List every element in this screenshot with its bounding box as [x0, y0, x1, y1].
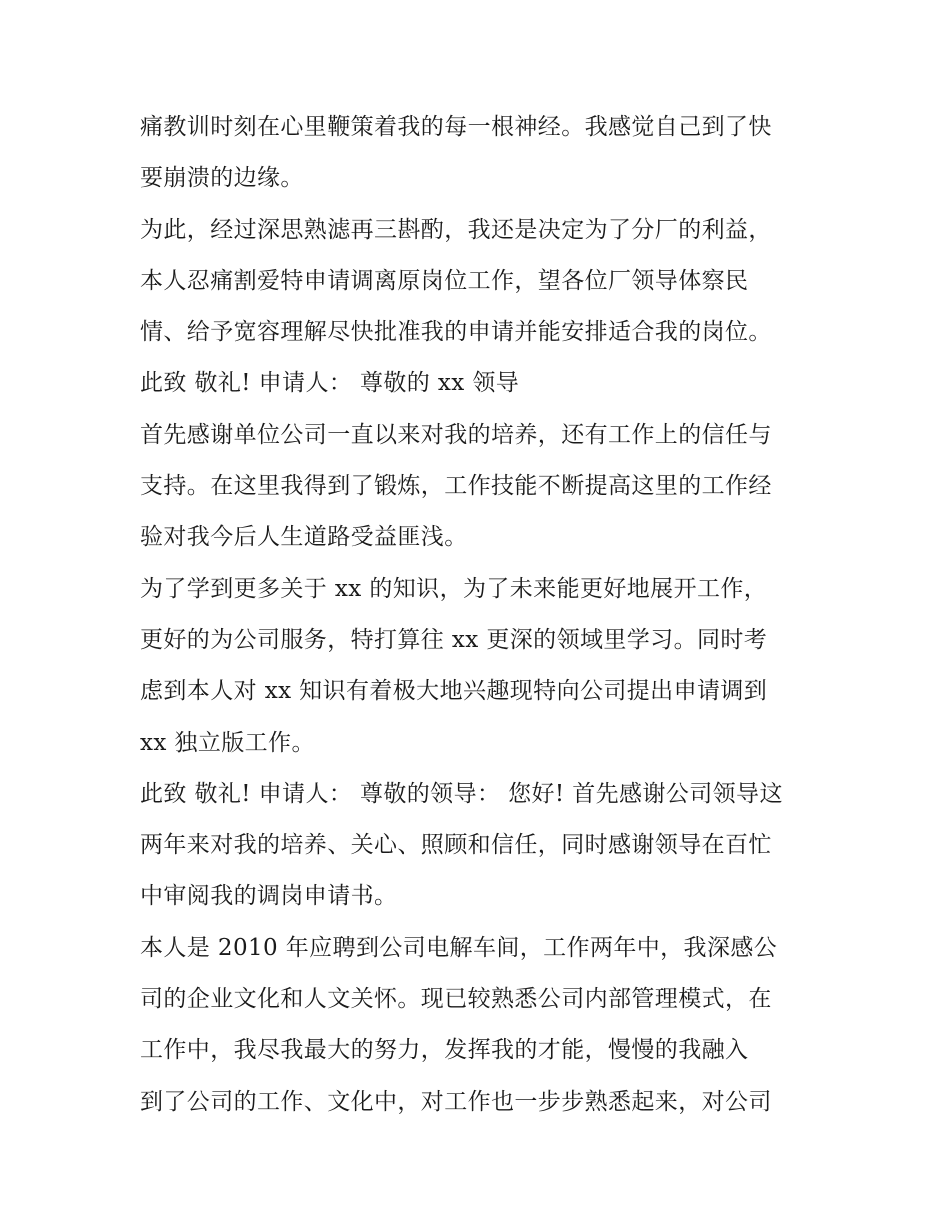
text-line: 工作中，我尽我最大的努力，发挥我的才能，慢慢的我融入	[140, 1037, 749, 1064]
text-line: 此致 敬礼! 申请人： 尊敬的 xx 领导	[140, 370, 520, 397]
text-line: 验对我今后人生道路受益匪浅。	[140, 524, 468, 551]
text-line: 本人是 2010 年应聘到公司电解车间，工作两年中，我深感公	[140, 934, 778, 961]
text-line: 为此，经过深思熟滤再三斟酌，我还是决定为了分厂的利益，	[140, 216, 772, 243]
text-line: 情、给予宽容理解尽快批准我的申请并能安排适合我的岗位。	[140, 319, 772, 346]
text-line: 到了公司的工作、文化中，对工作也一步步熟悉起来，对公司	[140, 1088, 772, 1115]
document-body	[140, 102, 820, 1128]
text-line: 更好的为公司服务，特打算往 xx 更深的领域里学习。同时考	[140, 626, 768, 653]
text-line: 首先感谢单位公司一直以来对我的培养，还有工作上的信任与	[140, 421, 772, 448]
text-line: 司的企业文化和人文关怀。现已较熟悉公司内部管理模式，在	[140, 986, 772, 1013]
text-line: 要崩溃的边缘。	[140, 165, 304, 192]
text-line: 为了学到更多关于 xx 的知识，为了未来能更好地展开工作，	[140, 575, 768, 602]
text-line: 支持。在这里我得到了锻炼，工作技能不断提高这里的工作经	[140, 473, 772, 500]
text-line: 虑到本人对 xx 知识有着极大地兴趣现特向公司提出申请调到	[140, 678, 768, 705]
text-line: 此致 敬礼! 申请人： 尊敬的领导： 您好! 首先感谢公司领导这	[140, 780, 783, 807]
text-line: 本人忍痛割爱特申请调离原岗位工作，望各位厂领导体察民	[140, 267, 749, 294]
text-line: 两年来对我的培养、关心、照顾和信任，同时感谢领导在百忙	[140, 832, 772, 859]
text-line: 痛教训时刻在心里鞭策着我的每一根神经。我感觉自己到了快	[140, 114, 772, 140]
text-line: 中审阅我的调岗申请书。	[140, 883, 398, 910]
text-line: xx 独立版工作。	[140, 729, 315, 756]
